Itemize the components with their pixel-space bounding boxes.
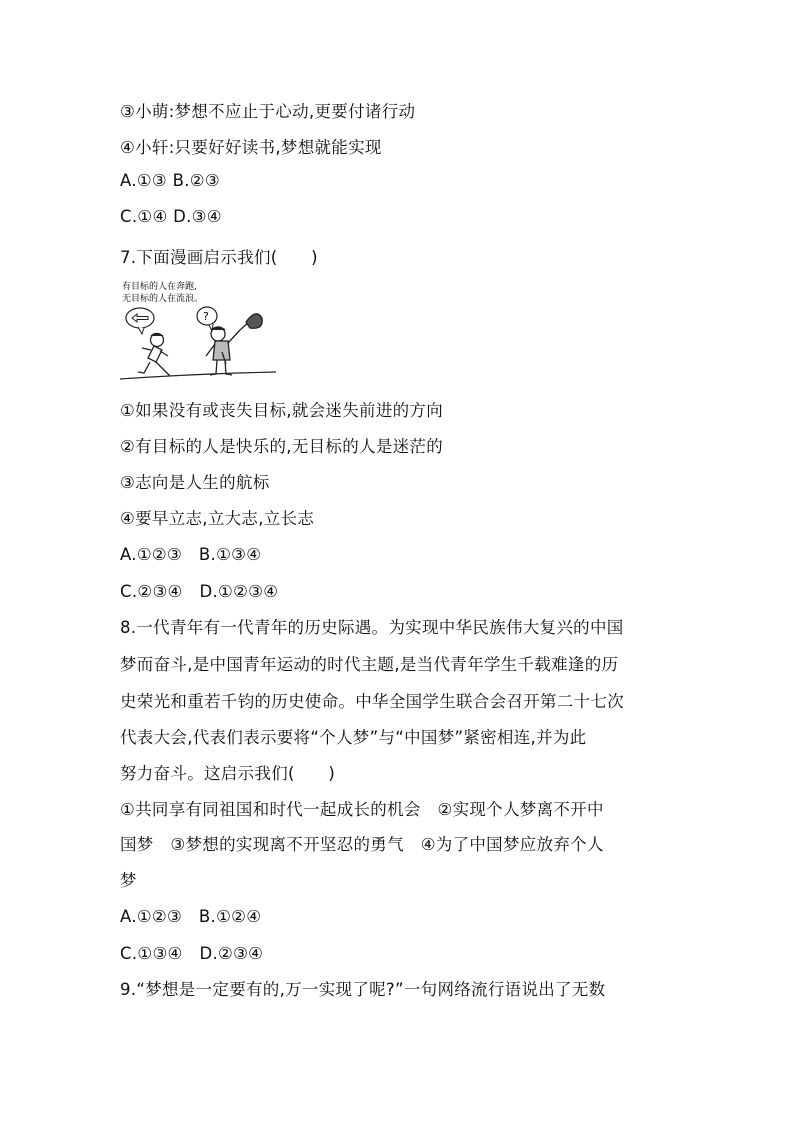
q7-option-1: ①如果没有或丧失目标,就会迷失前进的方向 (120, 401, 444, 420)
q8-options-line-1: ①共同享有同祖国和时代一起成长的机会 ②实现个人梦离不开中 (120, 800, 604, 819)
running-person (138, 334, 170, 377)
q7-option-2: ②有目标的人是快乐的,无目标的人是迷茫的 (120, 437, 444, 456)
q7-choices-ab: A.①②③ B.①③④ (120, 545, 262, 564)
q7-cartoon (118, 278, 278, 382)
q8-choices-ab: A.①②③ B.①②④ (120, 907, 262, 926)
cartoon-illustration (118, 278, 278, 382)
q8-stem-line-1: 8.一代青年有一代青年的历史际遇。为实现中华民族伟大复兴的中国 (120, 618, 624, 637)
wandering-person (206, 314, 262, 375)
q6-choices-ab: A.①③ B.②③ (120, 171, 220, 190)
q8-stem-line-4: 代表大会,代表们表示要将“个人梦”与“中国梦”紧密相连,并为此 (120, 728, 587, 747)
cartoon-caption-1: 有目标的人在奔跑, (122, 282, 197, 292)
q8-options-line-3: 梦 (120, 871, 137, 890)
svg-text:?: ? (203, 310, 209, 323)
q6-option-4: ④小轩:只要好好读书,梦想就能实现 (120, 138, 382, 157)
q8-choices-cd: C.①③④ D.②③④ (120, 944, 264, 963)
q6-option-3: ③小萌:梦想不应止于心动,更要付诸行动 (120, 102, 416, 121)
q7-choices-cd: C.②③④ D.①②③④ (120, 582, 279, 601)
q8-stem-line-2: 梦而奋斗,是中国青年运动的时代主题,是当代青年学生千载难逢的历 (120, 655, 619, 674)
q8-stem-line-3: 史荣光和重若千钧的历史使命。中华全国学生联合会召开第二十七次 (120, 692, 624, 711)
q7-option-4: ④要早立志,立大志,立长志 (120, 509, 315, 528)
q8-stem-line-5: 努力奋斗。这启示我们( ) (120, 764, 336, 783)
cartoon-caption-2: 无目标的人在流浪。 (122, 294, 204, 304)
q7-option-3: ③志向是人生的航标 (120, 473, 270, 492)
q7-stem: 7.下面漫画启示我们( ) (120, 248, 318, 267)
arrow-left-icon (126, 308, 154, 334)
q9-stem-line-1: 9.“梦想是一定要有的,万一实现了呢?”一句网络流行语说出了无数 (120, 980, 606, 999)
q8-options-line-2: 国梦 ③梦想的实现离不开坚忍的勇气 ④为了中国梦应放弃个人 (120, 835, 604, 854)
q6-choices-cd: C.①④ D.③④ (120, 207, 222, 226)
